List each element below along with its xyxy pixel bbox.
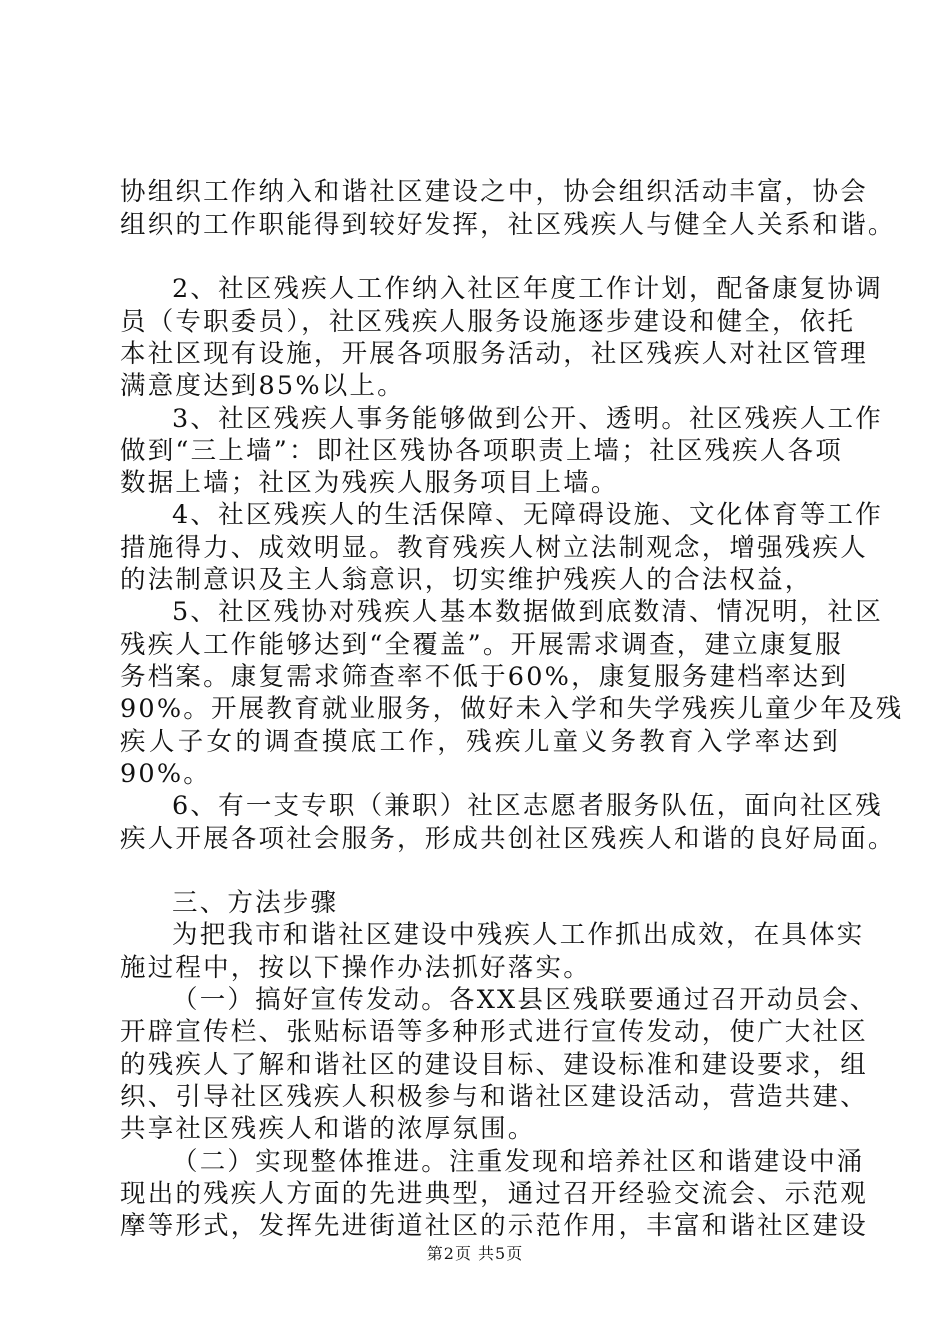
- text-line: 做到“三上墙”：即社区残协各项职责上墙；社区残疾人各项: [120, 436, 843, 466]
- text-line: 组织的工作职能得到较好发挥，社区残疾人与健全人关系和谐。: [120, 210, 896, 240]
- text-line: 残疾人工作能够达到“全覆盖”。开展需求调查，建立康复服: [120, 630, 843, 660]
- text-line: 摩等形式，发挥先进街道社区的示范作用，丰富和谐社区建设: [120, 1211, 868, 1241]
- page-footer: 第2页 共5页: [426, 1244, 524, 1263]
- text-line: 共享社区残疾人和谐的浓厚氛围。: [120, 1114, 536, 1144]
- text-line: 3、社区残疾人事务能够做到公开、透明。社区残疾人工作: [172, 404, 883, 434]
- text-line: 90%。开展教育就业服务，做好未入学和失学残疾儿童少年及残: [120, 694, 904, 724]
- text-line: 织、引导社区残疾人积极参与和谐社区建设活动，营造共建、: [120, 1082, 868, 1112]
- section-heading: 三、方法步骤: [172, 888, 339, 918]
- text-line: 协组织工作纳入和谐社区建设之中，协会组织活动丰富，协会: [120, 177, 868, 207]
- text-line: 的法制意识及主人翁意识，切实维护残疾人的合法权益，: [120, 565, 813, 595]
- text-line: 疾人子女的调查摸底工作，残疾儿童义务教育入学率达到: [120, 727, 840, 757]
- text-line: 为把我市和谐社区建设中残疾人工作抓出成效，在具体实: [172, 920, 865, 950]
- text-line: 开辟宣传栏、张贴标语等多种形式进行宣传发动，使广大社区: [120, 1017, 868, 1047]
- text-line: 6、有一支专职（兼职）社区志愿者服务队伍，面向社区残: [172, 791, 883, 821]
- text-line: 现出的残疾人方面的先进典型，通过召开经验交流会、示范观: [120, 1179, 868, 1209]
- text-line: （一）搞好宣传发动。各XX县区残联要通过召开动员会、: [172, 985, 878, 1015]
- text-line: 务档案。康复需求筛查率不低于60%，康复服务建档率达到: [120, 662, 849, 692]
- text-line: 疾人开展各项社会服务，形成共创社区残疾人和谐的良好局面。: [120, 824, 896, 854]
- text-line: 本社区现有设施，开展各项服务活动，社区残疾人对社区管理: [120, 339, 868, 369]
- text-line: 5、社区残协对残疾人基本数据做到底数清、情况明，社区: [172, 597, 883, 627]
- text-line: 措施得力、成效明显。教育残疾人树立法制观念，增强残疾人: [120, 533, 868, 563]
- text-line: 数据上墙；社区为残疾人服务项目上墙。: [120, 468, 619, 498]
- text-line: 90%。: [120, 759, 211, 789]
- text-line: 4、社区残疾人的生活保障、无障碍设施、文化体育等工作: [172, 500, 883, 530]
- text-line: 员（专职委员），社区残疾人服务设施逐步建设和健全，依托: [120, 307, 856, 337]
- text-line: 2、社区残疾人工作纳入社区年度工作计划，配备康复协调: [172, 274, 883, 304]
- text-line: 施过程中，按以下操作办法抓好落实。: [120, 953, 591, 983]
- text-line: 的残疾人了解和谐社区的建设目标、建设标准和建设要求，组: [120, 1050, 868, 1080]
- text-line: （二）实现整体推进。注重发现和培养社区和谐建设中涌: [172, 1147, 865, 1177]
- text-line: 满意度达到85%以上。: [120, 371, 405, 401]
